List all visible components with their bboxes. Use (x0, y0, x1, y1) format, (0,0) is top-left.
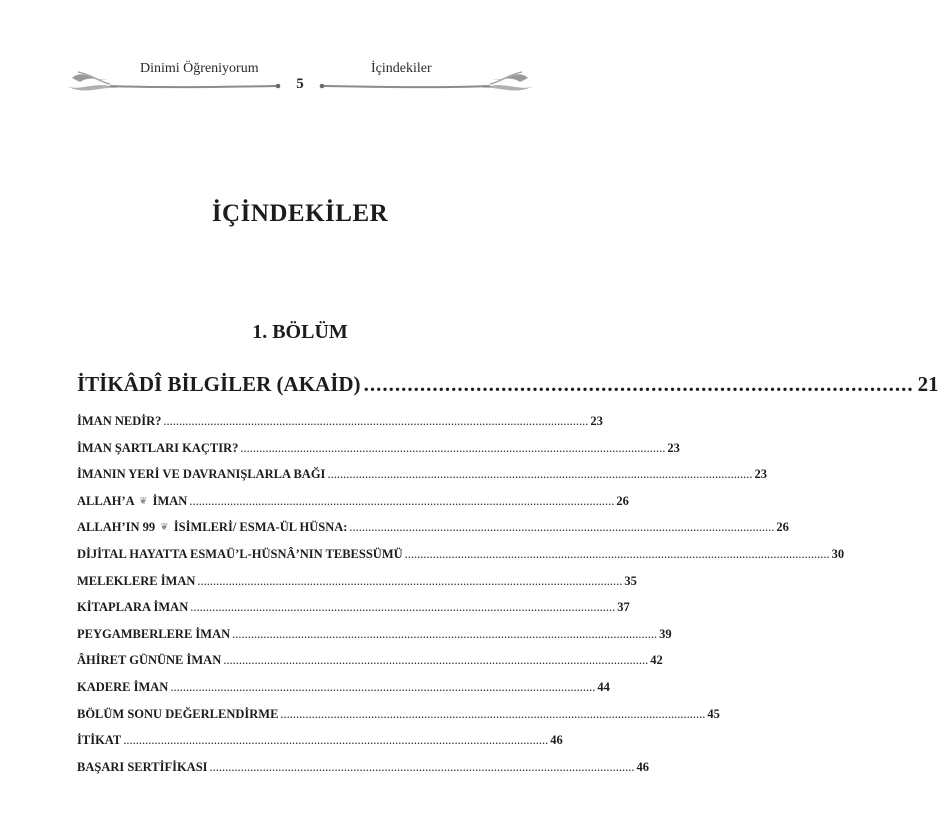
section-heading: 1. BÖLÜM (252, 321, 348, 343)
toc-entry-label: PEYGAMBERLERE İMAN (77, 626, 231, 641)
toc-list (77, 408, 845, 780)
toc-entry[interactable] (77, 514, 789, 541)
toc-entry-label: MELEKLERE İMAN (77, 573, 196, 588)
toc-entry-label: BAŞARI SERTİFİKASI (77, 759, 208, 774)
toc-leader-dots: ........................................................................................................................................ (349, 520, 775, 535)
toc-entry-label: KADERE İMAN (77, 679, 169, 694)
toc-entry-page: 37 (617, 600, 630, 615)
toc-entry-label: KİTAPLARA İMAN (77, 600, 189, 615)
header-section-title: İçindekiler (371, 61, 432, 76)
toc-entry[interactable] (77, 701, 720, 728)
calligraphic-seal-icon: ❦ (160, 522, 169, 534)
toc-leader-dots: ........................................................................................................................................ (327, 467, 753, 482)
toc-leader-dots: ........................................................................................................................................ (240, 440, 666, 455)
toc-entry-page: 26 (776, 520, 789, 535)
toc-entry-label: İMANIN YERİ VE DAVRANIŞLARLA BAĞI (77, 467, 326, 482)
toc-entry[interactable] (77, 647, 663, 674)
toc-leader-dots: ........................................................................................................................................ (189, 493, 615, 508)
toc-entry-page: 35 (624, 573, 637, 588)
toc-entry-page: 46 (550, 733, 563, 748)
toc-entry[interactable] (77, 674, 610, 701)
toc-entry[interactable] (77, 408, 603, 435)
toc-entry-label: İMAN NEDİR? (77, 414, 162, 428)
toc-leader-dots: ........................................................................................................................................ (280, 706, 706, 721)
toc-leader-dots: ........................................................................................................................................ (223, 653, 649, 668)
toc-leader-dots: ........................................................................................ (363, 372, 914, 396)
toc-entry-page: 26 (616, 493, 629, 508)
toc-entry-label (77, 488, 187, 516)
toc-leader-dots: ........................................................................................................................................ (404, 546, 830, 561)
toc-entry-page: 44 (597, 679, 610, 694)
toc-entry-label-part: ALLAH’A (77, 493, 138, 508)
toc-entry-label-part: İMAN (149, 493, 188, 508)
toc-entry[interactable] (77, 727, 563, 754)
toc-entry[interactable] (77, 488, 629, 515)
toc-entry-page: 30 (831, 546, 845, 561)
toc-entry[interactable] (77, 435, 680, 462)
toc-main-entry[interactable] (77, 372, 939, 398)
running-header (0, 0, 600, 110)
toc-entry[interactable] (77, 541, 845, 568)
toc-leader-dots: ........................................................................................................................................ (170, 679, 596, 694)
toc-main-entry-page: 21 (917, 372, 939, 396)
toc-entry[interactable] (77, 594, 630, 621)
toc-entry-label: İTİKAT (77, 733, 122, 748)
toc-leader-dots: ........................................................................................................................................ (209, 759, 635, 774)
toc-entry-label: BÖLÜM SONU DEĞERLENDİRME (77, 706, 279, 721)
toc-entry-label-part: ALLAH’IN 99 (77, 520, 159, 535)
toc-entry-page: 42 (650, 653, 663, 668)
toc-entry-page: 23 (754, 467, 767, 482)
toc-leader-dots: ........................................................................................................................................ (123, 733, 549, 748)
toc-entry-label: DİJİTAL HAYATTA ESMAÜ’L-HÜSNÂ’NIN TEBESSÜMÜ (77, 546, 403, 561)
page-title: İÇİNDEKİLER (211, 200, 389, 227)
toc-main-entry-label: İTİKÂDÎ BİLGİLER (AKAİD) (77, 372, 361, 396)
toc-entry-label (77, 514, 347, 542)
toc-entry-label: İMAN ŞARTLARI KAÇTIR? (77, 440, 239, 455)
toc-leader-dots: ........................................................................................................................................ (197, 573, 623, 588)
toc-leader-dots: ........................................................................................................................................ (190, 600, 616, 615)
toc-entry-label: ÂHİRET GÜNÜNE İMAN (77, 653, 222, 668)
toc-leader-dots: ........................................................................................................................................ (163, 414, 589, 428)
calligraphic-seal-icon: ❦ (139, 495, 148, 507)
toc-entry-page: 46 (636, 759, 650, 774)
toc-entry[interactable] (77, 621, 672, 648)
header-book-title: Dinimi Öğreniyorum (140, 61, 259, 76)
toc-entry-page: 39 (659, 626, 672, 641)
toc-entry[interactable] (77, 754, 650, 781)
toc-leader-dots: ........................................................................................................................................ (232, 626, 658, 641)
toc-entry[interactable] (77, 461, 767, 488)
toc-entry[interactable] (77, 568, 637, 595)
toc-entry-label-part: İSİMLERİ/ ESMA-ÜL HÜSNA: (170, 520, 348, 535)
toc-entry-page: 45 (707, 706, 720, 721)
toc-entry-page: 23 (590, 414, 603, 428)
toc-entry-page: 23 (667, 440, 680, 455)
page-number: 5 (296, 76, 304, 92)
